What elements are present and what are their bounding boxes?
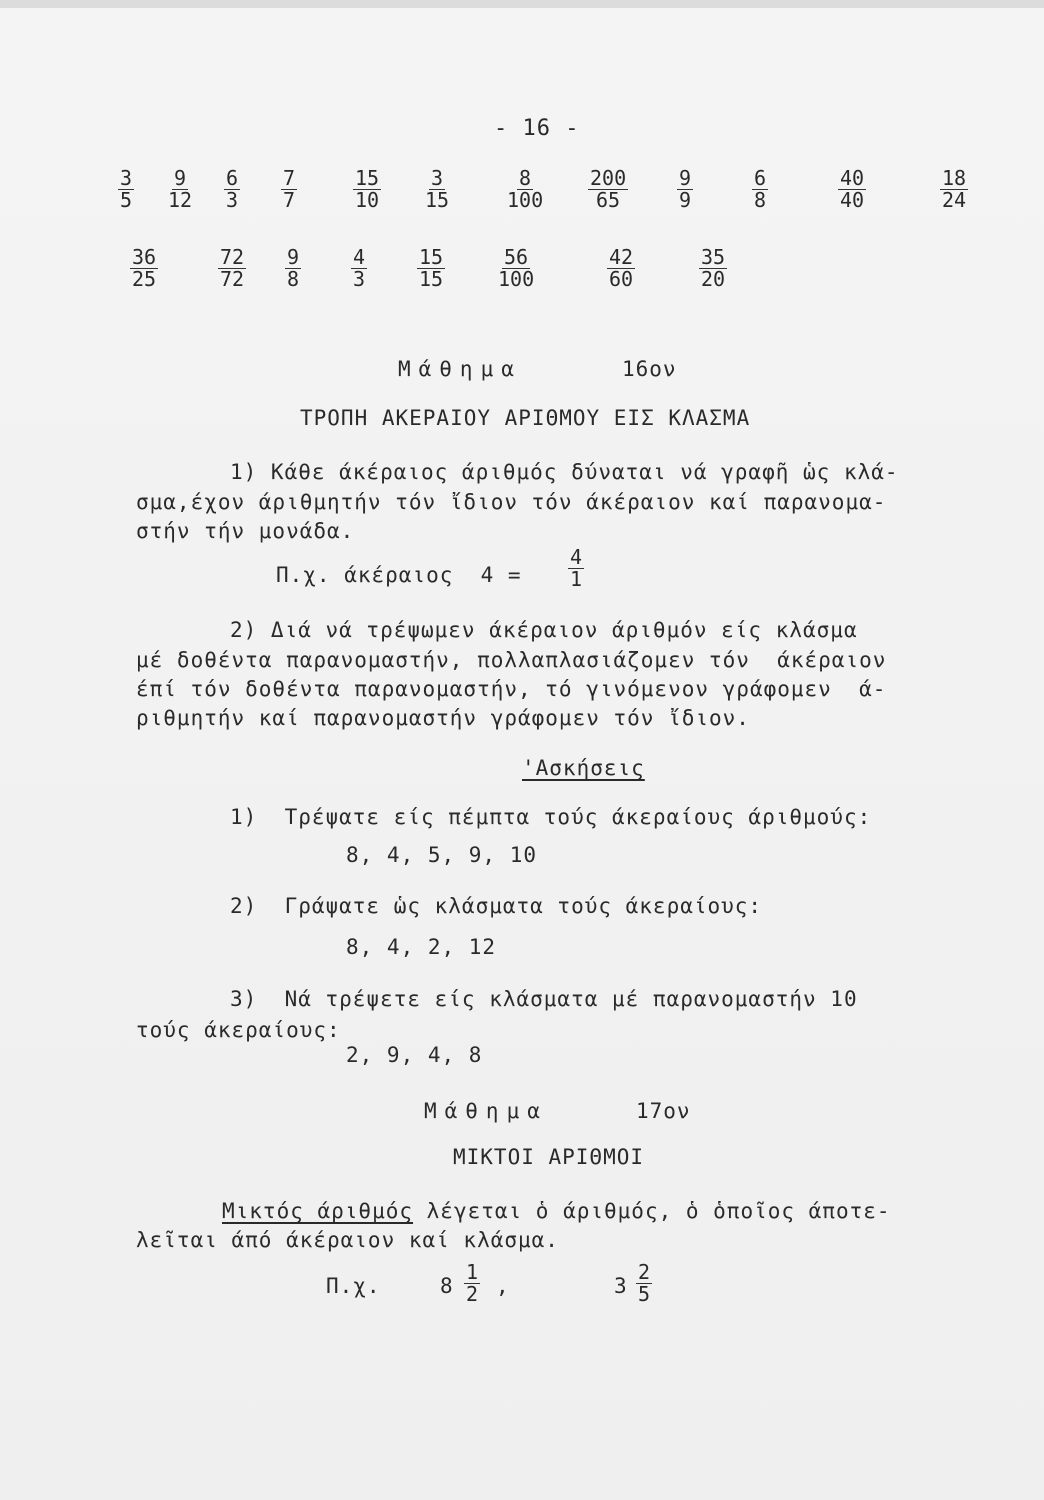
denominator: 10 xyxy=(355,188,380,212)
rule-2-line-2: μέ δοθέντα παρανομαστήν, πολλαπλασιάζομεν τόν άκέραιον xyxy=(136,648,887,672)
numerator: 15 xyxy=(355,166,380,190)
rule-1-line-2: σμα,έχον άριθμητήν τόν ἴδιον τόν άκέραιον καί παρανομα- xyxy=(136,490,887,514)
numerator: 56 xyxy=(504,245,529,269)
example-1-text: Π.χ. άκέραιος 4 = xyxy=(276,563,522,587)
lesson-17-number: 17ον xyxy=(636,1099,691,1123)
numerator: 15 xyxy=(419,245,444,269)
numerator: 9 xyxy=(679,166,692,190)
exercise-2: 2) Γράψατε ὡς κλάσματα τούς άκεραίους: xyxy=(230,894,763,918)
denominator: 2 xyxy=(466,1282,479,1306)
numerator: 72 xyxy=(220,245,245,269)
fraction xyxy=(130,247,158,290)
denominator: 20 xyxy=(701,267,726,291)
numerator: 3 xyxy=(120,166,133,190)
mixed-2-fraction xyxy=(636,1262,652,1305)
denominator: 5 xyxy=(638,1282,651,1306)
fraction xyxy=(166,168,194,211)
lesson-16-title: ΤΡΟΠΗ ΑΚΕΡΑΙΟΥ ΑΡΙΘΜΟΥ ΕΙΣ ΚΛΑΣΜΑ xyxy=(300,406,751,430)
fraction xyxy=(351,247,367,290)
denominator: 1 xyxy=(570,567,583,591)
denominator: 3 xyxy=(226,188,239,212)
numerator: 2 xyxy=(638,1260,651,1284)
numerator: 200 xyxy=(590,166,627,190)
numerator: 6 xyxy=(754,166,767,190)
numerator: 3 xyxy=(431,166,444,190)
denominator: 65 xyxy=(596,188,621,212)
numerator: 36 xyxy=(132,245,157,269)
denominator: 3 xyxy=(353,267,366,291)
exercise-1-values: 8, 4, 5, 9, 10 xyxy=(346,843,538,867)
denominator: 100 xyxy=(498,267,535,291)
mixed-1-whole: 8 xyxy=(440,1274,454,1298)
fraction xyxy=(423,168,451,211)
fraction xyxy=(285,247,301,290)
denominator: 8 xyxy=(754,188,767,212)
denominator: 15 xyxy=(419,267,444,291)
rule-1-line-3: στήν τήν μονάδα. xyxy=(136,519,355,543)
numerator: 1 xyxy=(466,1260,479,1284)
denominator: 7 xyxy=(283,188,296,212)
fraction xyxy=(353,168,381,211)
numerator: 9 xyxy=(287,245,300,269)
denominator: 12 xyxy=(168,188,193,212)
mixed-1-fraction xyxy=(464,1262,480,1305)
exercise-2-values: 8, 4, 2, 12 xyxy=(346,935,497,959)
denominator: 60 xyxy=(609,267,634,291)
denominator: 8 xyxy=(287,267,300,291)
numerator: 7 xyxy=(283,166,296,190)
denominator: 100 xyxy=(507,188,544,212)
numerator: 18 xyxy=(942,166,967,190)
numerator: 4 xyxy=(353,245,366,269)
denominator: 72 xyxy=(220,267,245,291)
numerator: 42 xyxy=(609,245,634,269)
denominator: 24 xyxy=(942,188,967,212)
defined-term: Μικτός άριθμός xyxy=(222,1199,414,1223)
exercises-title: 'Ασκήσεις xyxy=(522,756,645,780)
denominator: 5 xyxy=(120,188,133,212)
definition-line-2: λεῖται άπό άκέραιον καί κλάσμα. xyxy=(136,1228,559,1252)
exercise-3-line-1: 3) Νά τρέψετε είς κλάσματα μέ παρανομαστήν 10 xyxy=(230,987,858,1011)
example-2-label: Π.χ. xyxy=(326,1274,381,1298)
mixed-2-whole: 3 xyxy=(614,1274,628,1298)
numerator: 8 xyxy=(519,166,532,190)
numerator: 9 xyxy=(174,166,187,190)
lesson-16-label: Μάθημα xyxy=(398,357,522,381)
comma: , xyxy=(496,1274,510,1298)
fraction xyxy=(417,247,445,290)
fraction xyxy=(677,168,693,211)
fraction xyxy=(496,247,536,290)
page-top-edge xyxy=(0,0,1044,8)
fraction xyxy=(505,168,545,211)
fraction xyxy=(838,168,866,211)
rule-2-line-4: ριθμητήν καί παρανομαστήν γράφομεν τόν ἴδιον. xyxy=(136,706,750,730)
denominator: 15 xyxy=(425,188,450,212)
fraction xyxy=(118,168,134,211)
numerator: 35 xyxy=(701,245,726,269)
fraction xyxy=(588,168,628,211)
denominator: 9 xyxy=(679,188,692,212)
fraction xyxy=(752,168,768,211)
exercise-3-values: 2, 9, 4, 8 xyxy=(346,1043,483,1067)
example-1-fraction xyxy=(568,547,584,590)
lesson-17-label: Μάθημα xyxy=(424,1099,548,1123)
exercise-3-line-2: τούς άκεραίους: xyxy=(136,1018,341,1042)
fraction xyxy=(224,168,240,211)
numerator: 6 xyxy=(226,166,239,190)
numerator: 4 xyxy=(570,545,583,569)
denominator: 40 xyxy=(840,188,865,212)
definition-line-1 xyxy=(222,1201,891,1222)
exercise-1: 1) Τρέψατε είς πέμπτα τούς άκεραίους άριθμούς: xyxy=(230,805,872,829)
fraction xyxy=(281,168,297,211)
rule-2-line-1: 2) Διά νά τρέψωμεν άκέραιον άριθμόν είς κλάσμα xyxy=(230,618,858,642)
rule-1-line-1: 1) Κάθε άκέραιος άριθμός δύναται νά γραφῆ ὡς κλά- xyxy=(230,460,899,484)
page-number: - 16 - xyxy=(494,116,580,141)
denominator: 25 xyxy=(132,267,157,291)
fraction xyxy=(218,247,246,290)
fraction xyxy=(699,247,727,290)
lesson-17-title: ΜΙΚΤΟΙ ΑΡΙΘΜΟΙ xyxy=(453,1145,645,1169)
fraction xyxy=(940,168,968,211)
rule-2-line-3: έπί τόν δοθέντα παρανομαστήν, τό γινόμενον γράφομεν ά- xyxy=(136,677,887,701)
fraction xyxy=(607,247,635,290)
numerator: 40 xyxy=(840,166,865,190)
lesson-16-number: 16ον xyxy=(622,357,677,381)
definition-rest: λέγεται ὁ άριθμός, ὁ ὁποῖος άποτε- xyxy=(413,1199,891,1223)
